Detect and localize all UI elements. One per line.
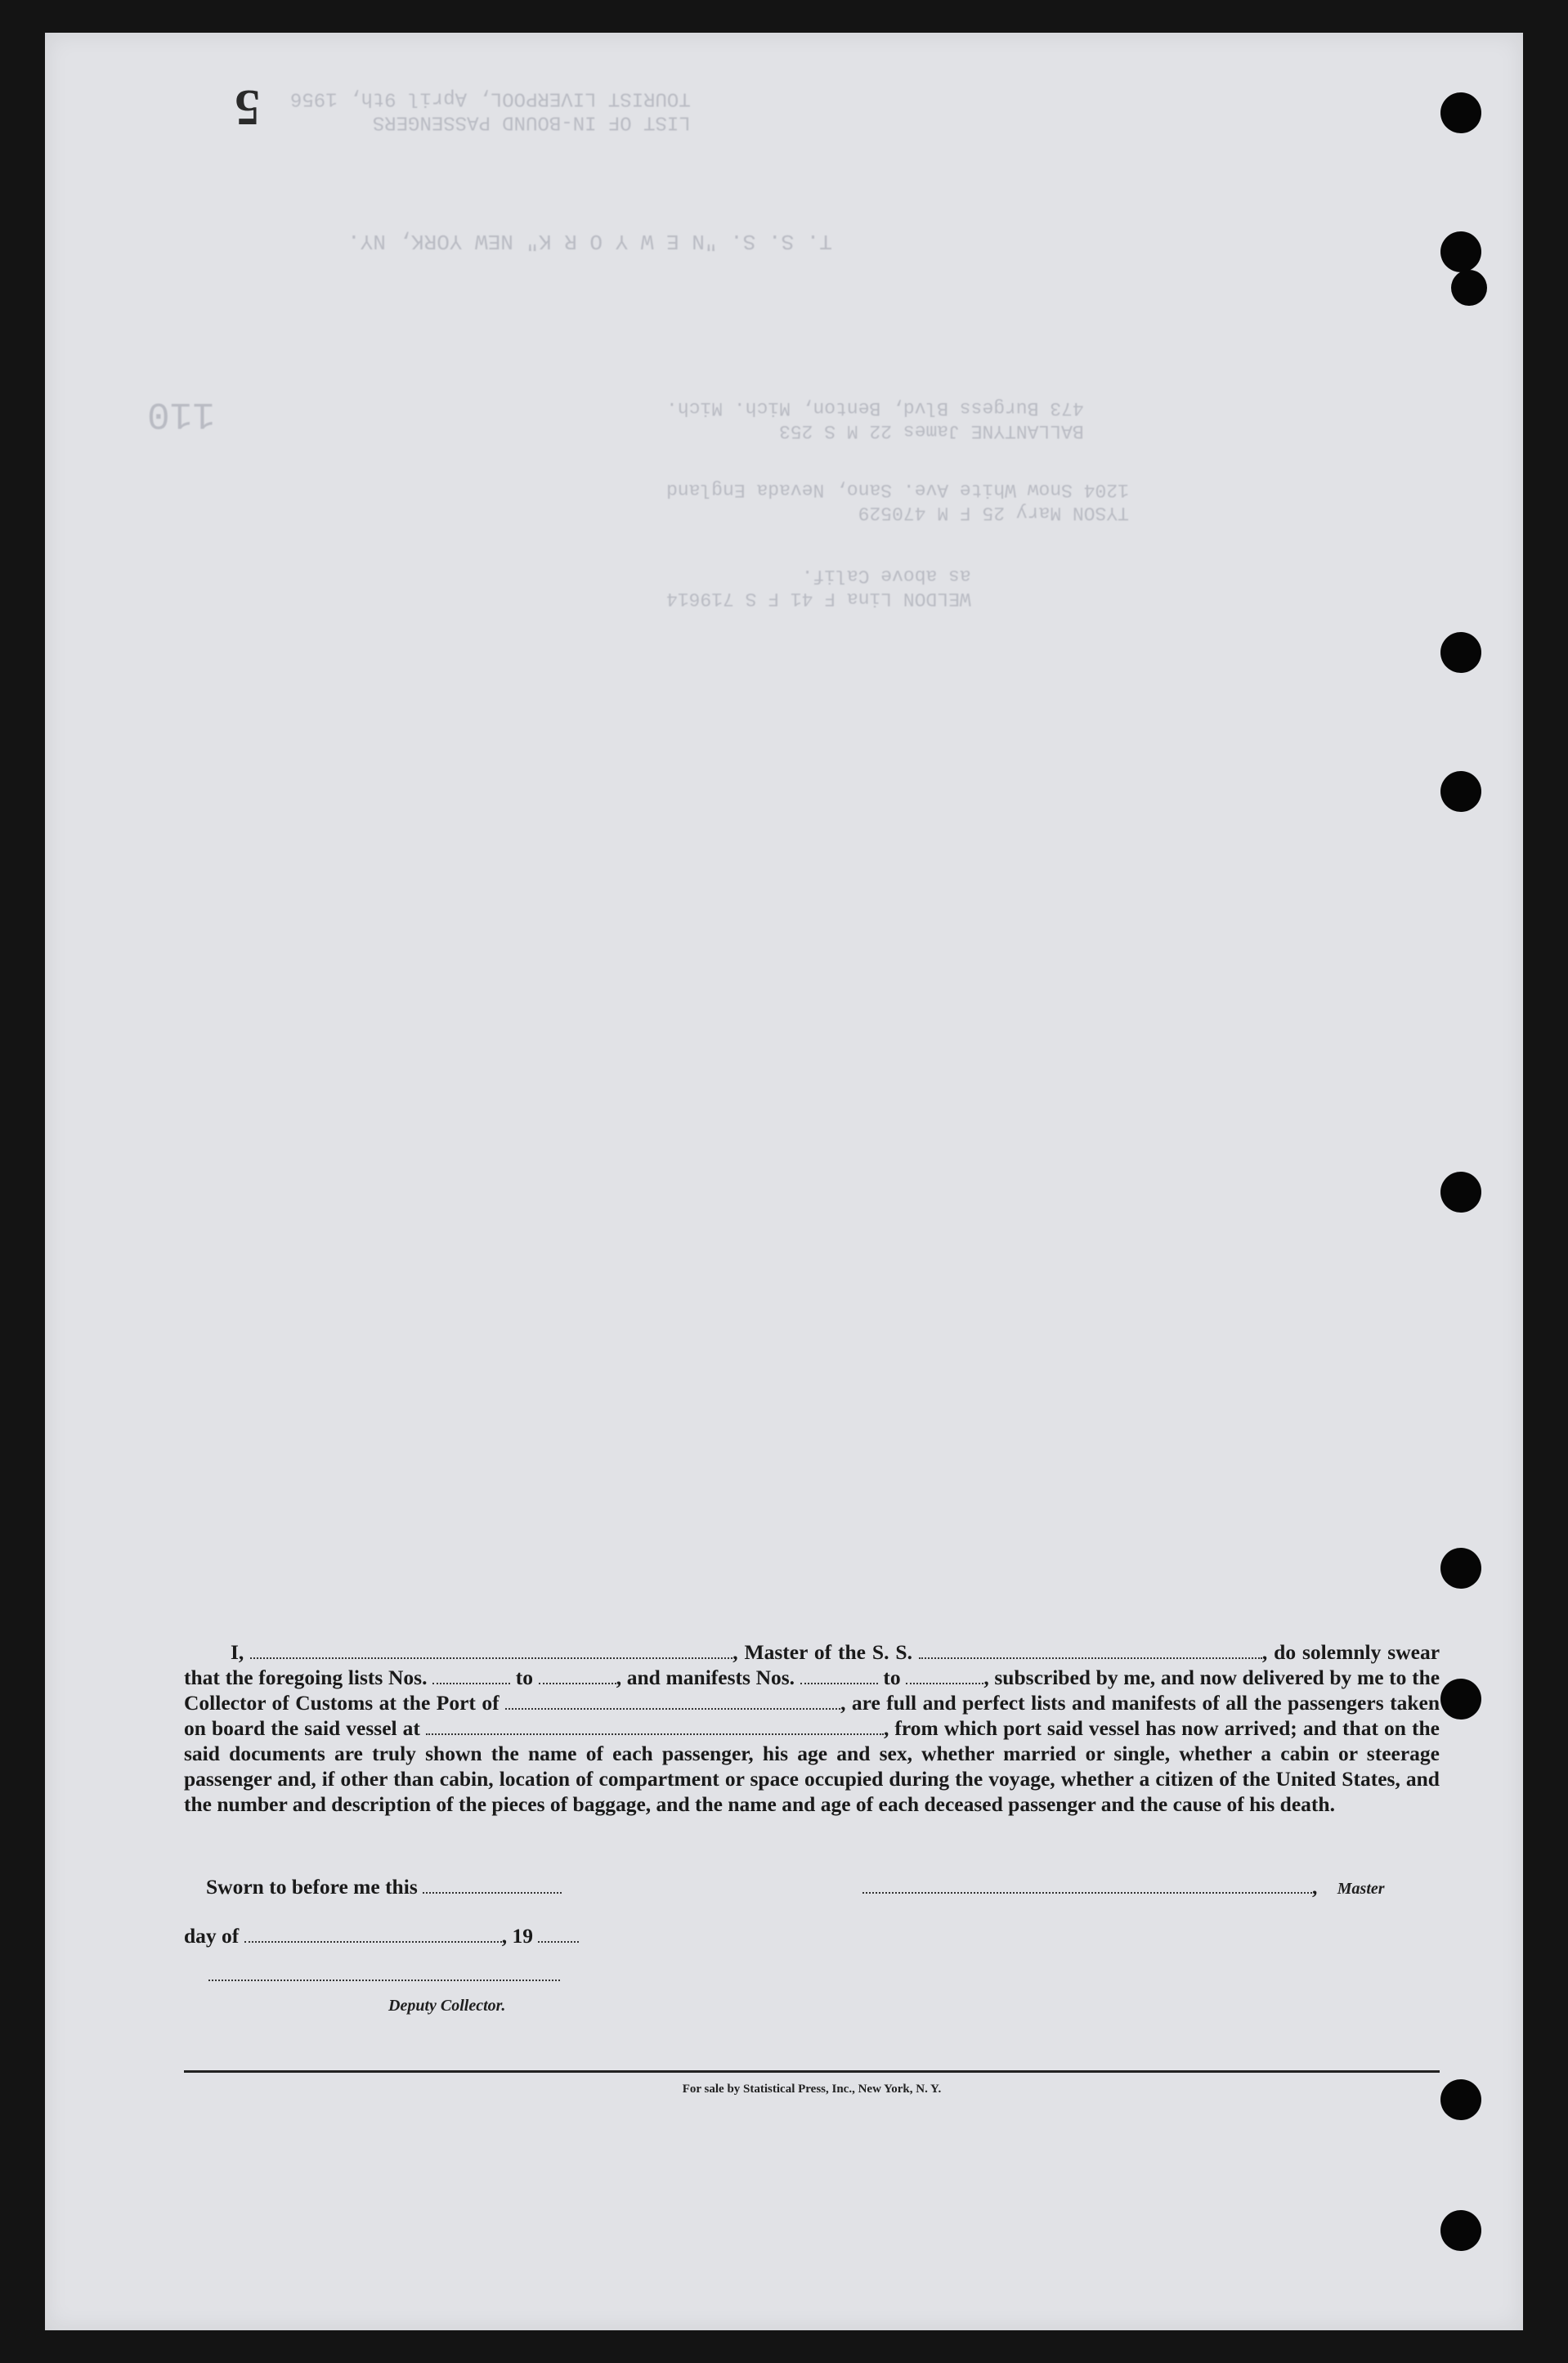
punch-hole	[1440, 632, 1481, 673]
oath-text: , do solemnly	[1261, 1640, 1382, 1664]
ghost-page-no: 110	[147, 392, 215, 435]
ghost-passenger-line: 473 Burgess Blvd, Benton, Mich. Mich.	[666, 397, 1084, 419]
sworn-row	[206, 1875, 562, 1899]
punch-hole	[1451, 270, 1487, 306]
deputy-signature-line[interactable]	[208, 1962, 560, 1987]
ghost-header-line: TOURIST LIVERPOOL, April 9th, 1956	[290, 87, 691, 110]
manifest-from-field[interactable]	[800, 1668, 878, 1684]
printer-imprint: For sale by Statistical Press, Inc., New York, N. Y.	[682, 2083, 942, 2096]
oath-text: delivered by me to the Collector of Customs at the Port of	[184, 1666, 1440, 1715]
punch-hole	[1440, 2079, 1481, 2120]
punch-hole	[1440, 231, 1481, 272]
master-signature-field[interactable]	[862, 1877, 1312, 1894]
oath-text: to	[883, 1666, 901, 1689]
oath-text: to	[515, 1666, 534, 1689]
master-name-field[interactable]	[250, 1643, 732, 1659]
master-oath-paragraph	[184, 1639, 1440, 1817]
ghost-passenger	[666, 397, 1084, 442]
ship-name-field[interactable]	[919, 1643, 1262, 1659]
ghost-header	[290, 86, 691, 133]
oath-text: port said vessel has now arrived; and that on the said documents are truly shown the name of each passenger, his age and sex, whether married or single, whether a cabin or steerage passenger and, if other than cabin, location of compartment or space occupied during the voyage, whether a citizen of the United States, and the number and description of the pieces of baggage, and the name and age of each deceased passenger and the cause of his death.	[184, 1716, 1440, 1816]
oath-text: , Master of the S. S.	[732, 1640, 912, 1664]
list-from-field[interactable]	[432, 1668, 510, 1684]
oath-text: swear that the foregoing lists Nos.	[184, 1640, 1440, 1689]
day-of-field[interactable]	[244, 1926, 502, 1943]
master-signature-label: Master	[1337, 1880, 1385, 1898]
year-prefix: , 19	[501, 1924, 533, 1948]
sworn-date-field[interactable]	[423, 1877, 562, 1894]
manifest-to-field[interactable]	[906, 1668, 983, 1684]
port-of-departure-field[interactable]	[426, 1719, 884, 1735]
master-signature-row: , Master	[862, 1875, 1385, 1899]
footer-rule	[184, 2070, 1440, 2073]
day-of-label: day of	[184, 1924, 240, 1948]
ghost-ship-line: T. S. S. "N E W Y O R K" NEW YORK, NY.	[347, 229, 832, 253]
deputy-collector-label: Deputy Collector.	[388, 1997, 506, 2015]
manifest-page	[45, 33, 1523, 2330]
punch-hole	[1440, 92, 1481, 133]
ghost-passenger	[666, 478, 1129, 523]
sworn-label: Sworn to before me this	[206, 1875, 418, 1899]
oath-text: manifests of all the passengers taken on board the said vessel at	[184, 1691, 1440, 1740]
oath-text: , are full and perfect lists and	[840, 1691, 1106, 1715]
page-number-mark: 5	[235, 79, 260, 135]
oath-intro: I,	[231, 1640, 244, 1664]
ghost-header-line: LIST OF IN-BOUND PASSENGERS	[372, 110, 691, 133]
ghost-passenger-line: as above Calif.	[801, 565, 971, 587]
punch-hole	[1440, 1548, 1481, 1589]
punch-hole	[1440, 1172, 1481, 1213]
year-field[interactable]	[538, 1926, 579, 1943]
ghost-passenger-line: TYSON Mary 25 F M 470529	[858, 502, 1129, 524]
oath-text: , and manifests Nos.	[616, 1666, 795, 1689]
punch-hole	[1440, 771, 1481, 812]
ghost-passenger-line: 1204 Snow White Ave. Sano, Nevada England	[666, 479, 1129, 501]
punch-hole	[1440, 2210, 1481, 2251]
punch-hole	[1440, 1679, 1481, 1720]
list-to-field[interactable]	[539, 1668, 616, 1684]
ghost-passenger	[666, 564, 971, 609]
ghost-passenger-line: WELDON Lina F 41 F S 719614	[666, 588, 971, 610]
port-of-arrival-field[interactable]	[505, 1693, 840, 1710]
oath-text: , subscribed by me, and now	[983, 1666, 1237, 1689]
ghost-passenger-line: BALLANTYNE James 22 M S 253	[779, 420, 1084, 442]
day-of-row	[184, 1924, 579, 1948]
oath-text: , from which	[883, 1716, 998, 1740]
